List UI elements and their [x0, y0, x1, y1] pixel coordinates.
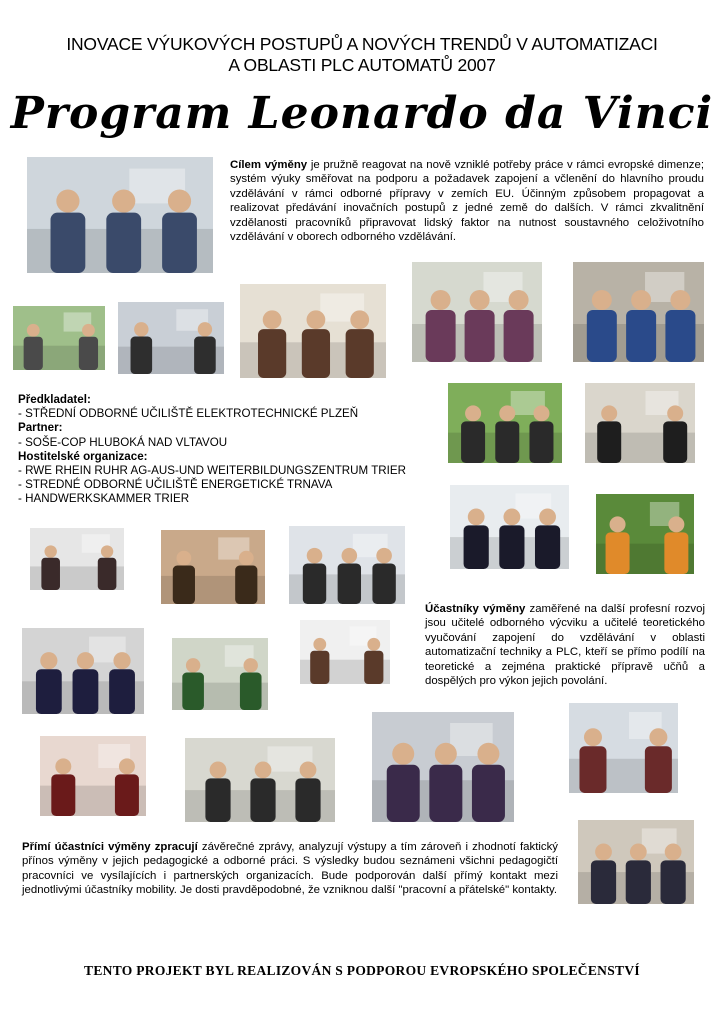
photo [569, 703, 678, 793]
photo-image [289, 526, 405, 604]
intro-paragraph [230, 158, 704, 244]
photo [13, 306, 105, 370]
photo-image [448, 383, 562, 463]
header-line-1: INOVACE VÝUKOVÝCH POSTUPŮ A NOVÝCH TRENDŮ V AUTOMATIZACI [66, 34, 658, 54]
participants-lead: Účastníky výměny [425, 603, 526, 615]
photo-image [450, 485, 569, 569]
photo-image [172, 638, 268, 710]
header-line-2: A OBLASTI PLC AUTOMATŮ 2007 [228, 55, 496, 75]
partner-label: Partner: [18, 421, 63, 435]
photo [185, 738, 335, 822]
photo [172, 638, 268, 710]
applicant: - STŘEDNÍ ODBORNÉ UČILIŠTĚ ELEKTROTECHNICKÉ PLZEŇ [18, 407, 359, 421]
photo-image [27, 157, 213, 273]
outcome-text: závěrečné zprávy, analyzují výstupy a tím zároveň i zhodnotí faktický přínos výměny v jejich pedagogické a odborné práci. S výsledky budou seznámeni všichni pedagogičtí pracovníci ve vysílajících i partnerských organizacích. Bude podporován další přímý kontakt mezi jednotlivými účastníky mobility. Je dosti pravděpodobné, že vzniknou další "pracovní a přátelské" kontakty. [22, 841, 558, 897]
photo [412, 262, 542, 362]
program-title: Program Leonardo da Vinci [10, 88, 714, 139]
participants-text: zaměřené na další profesní rozvoj jsou učitelé odborného výcviku a učitelé teoretického vyučování zapojení do vzdělávání v oblasti automatizační techniky a PLC, kteří se přímo podílí na teoretické a zejména praktické přípravě učňů a dospělých pro výkon jejich povolání. [425, 603, 705, 688]
photo-image [569, 703, 678, 793]
photo-image [573, 262, 704, 362]
photo [448, 383, 562, 463]
organizations-block [18, 393, 438, 507]
photo [289, 526, 405, 604]
photo-image [185, 738, 335, 822]
photo-image [412, 262, 542, 362]
outcome-lead: Přímí účastníci výměny zpracují [22, 841, 198, 853]
host-item: - RWE RHEIN RUHR AG-AUS-UND WEITERBILDUNGSZENTRUM TRIER [18, 464, 406, 478]
photo [573, 262, 704, 362]
photo-image [596, 494, 694, 574]
host-label: Hostitelské organizace: [18, 449, 148, 463]
footer-note: TENTO PROJEKT BYL REALIZOVÁN S PODPOROU EVROPSKÉHO SPOLEČENSTVÍ [84, 963, 640, 978]
photo-image [585, 383, 695, 463]
photo-image [30, 528, 124, 590]
photo-image [118, 302, 224, 374]
photo [161, 530, 265, 604]
photo [585, 383, 695, 463]
photo [27, 157, 213, 273]
participants-paragraph [425, 602, 705, 688]
photo [578, 820, 694, 904]
intro-text: je pružně reagovat na nově vzniklé potřeby práce v rámci evropské dimenze; systém výuky směřovat na podporu a požadavek zapojení a včlenění do hlavního proudu vzdělávání v rámci odborné přípravy v zemích EU. Účinným způsobem propagovat a realizovat předávání inovačních postupů z jedné země do dalších. V rámci zkvalitnění vzdělanosti pracovníků připravovat lidský faktor na nutnost soustavného celoživotního vzdělávání v oborech odborného vzdělávání. [230, 159, 705, 244]
host-item: - HANDWERKSKAMMER TRIER [18, 492, 190, 506]
photo-image [372, 712, 514, 822]
photo [596, 494, 694, 574]
photo [30, 528, 124, 590]
photo-image [240, 284, 386, 378]
photo [240, 284, 386, 378]
photo-image [578, 820, 694, 904]
photo [372, 712, 514, 822]
applicant-label: Předkladatel: [18, 393, 91, 406]
photo [118, 302, 224, 374]
partner: - SOŠE-COP HLUBOKÁ NAD VLTAVOU [18, 435, 228, 449]
photo-image [22, 628, 144, 714]
photo [450, 485, 569, 569]
photo-image [13, 306, 105, 370]
photo-image [40, 736, 146, 816]
header [0, 34, 724, 76]
photo [40, 736, 146, 816]
photo [300, 620, 390, 684]
photo-image [300, 620, 390, 684]
intro-lead: Cílem výměny [230, 159, 308, 171]
photo-image [161, 530, 265, 604]
outcome-paragraph [22, 840, 558, 898]
photo [22, 628, 144, 714]
host-item: - STREDNÉ ODBORNÉ UČILIŠTĚ ENERGETICKÉ TRNAVA [18, 478, 333, 492]
